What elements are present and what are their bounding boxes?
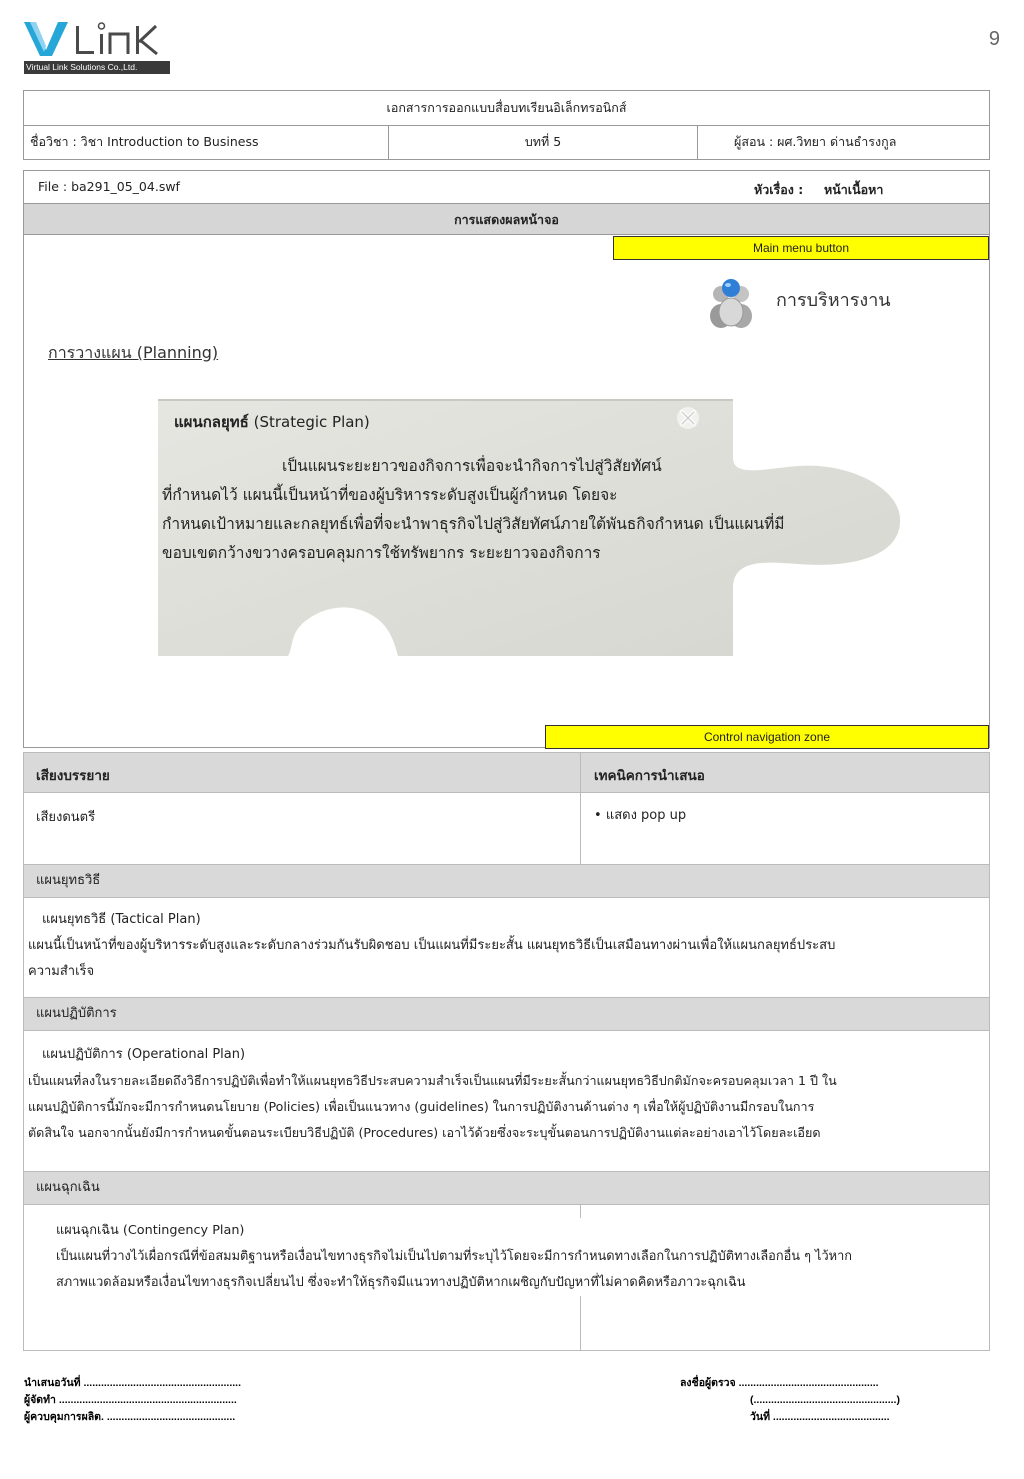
presented-date: นำเสนอวันที่ ...................................................... [24, 1377, 241, 1389]
operational-title: แผนปฏิบัติการ (Operational Plan) [42, 1047, 246, 1062]
creator: ผู้จัดทำ ............................................................. [24, 1394, 237, 1406]
tactical-plan-body [28, 933, 978, 985]
contingency-section-bar: แผนฉุกเฉิน [24, 1171, 989, 1205]
operational-line: แผนปฏิบัติการนี้มักจะมีการกำหนดนโยบาย (Policies) เพื่อเป็นแนวทาง (guidelines) ในการปฏิบัติงานด้านต่าง ๆ เพื่อให้ผู้ปฏิบัติงานมีกรอบในการ [28, 1099, 815, 1114]
table-header-row [24, 753, 989, 793]
vlink-logo-icon [24, 20, 174, 62]
tactical-section-bar: แผนยุทธวิธี [24, 864, 989, 898]
operational-plan-body [28, 1068, 983, 1146]
popup-title [174, 410, 370, 434]
instructor-name: ผู้สอน : ผศ.วิทยา ด่านธำรงกูล [734, 134, 897, 149]
production-controller: ผู้ควบคุมการผลิต. ............................................ [24, 1411, 236, 1423]
popup-title-english: (Strategic Plan) [248, 413, 370, 431]
operational-section-bar: แผนปฏิบัติการ [24, 997, 989, 1031]
technique-value: • แสดง pop up [594, 808, 687, 823]
narration-header: เสียงบรรยาย [36, 768, 110, 784]
bullet-icon: • [594, 808, 602, 823]
operational-plan-text [42, 1042, 977, 1068]
close-icon[interactable] [676, 406, 700, 430]
file-row [24, 171, 989, 203]
footer-right [680, 1375, 980, 1426]
planning-link[interactable]: การวางแผน (Planning) [48, 343, 219, 362]
column-divider [580, 753, 581, 864]
reviewer-signature: ลงชื่อผู้ตรวจ ................................................ [680, 1377, 879, 1389]
course-name: ชื่อวิชา : วิชา Introduction to Business [30, 134, 259, 149]
technique-header: เทคนิคการนำเสนอ [594, 768, 705, 784]
chapter-number: บทที่ 5 [388, 125, 698, 159]
contingency-plan-text [56, 1218, 976, 1296]
control-navigation-zone[interactable]: Control navigation zone [545, 725, 989, 749]
narration-value: เสียงดนตรี [36, 810, 96, 825]
logo-tagline: Virtual Link Solutions Co.,Ltd. [24, 61, 170, 74]
administration-label: การบริหารงาน [776, 290, 891, 311]
page-number: 9 [988, 28, 1000, 50]
popup-title-thai: แผนกลยุทธ์ [174, 413, 249, 431]
reviewer-name: (.................................................) [750, 1394, 900, 1406]
popup-line: ที่กำหนดไว้ แผนนี้เป็นหน้าที่ของผู้บริหารระดับสูงเป็นผู้กำหนด โดยจะ [162, 486, 618, 504]
topic-value: หน้าเนื้อหา [824, 182, 884, 197]
popup-line: กำหนดเป้าหมายและกลยุทธ์เพื่อที่จะนำพาธุรกิจไปสู่วิสัยทัศน์ภายใต้พันธกิจกำหนด เป็นแผนที่มี [162, 515, 785, 533]
review-date: วันที่ ........................................ [750, 1411, 890, 1423]
operational-line: เป็นแผนที่ลงในรายละเอียดถึงวิธีการปฏิบัติเพื่อทำให้แผนยุทธวิธีประสบความสำเร็จเป็นแผนที่มีระยะสั้นกว่าแผนยุทธวิธีปกติมักจะครอบคลุมเวลา 1 ปี ใน [28, 1073, 837, 1088]
file-name: File : ba291_05_04.swf [38, 179, 180, 194]
tactical-line: แผนนี้เป็นหน้าที่ของผู้บริหารระดับสูงและระดับกลางร่วมกันรับผิดชอบ เป็นแผนที่มีระยะสั้น แผนยุทธวิธีเป็นเสมือนทางผ่านเพื่อให้แผนกลยุทธ์ประสบ [28, 938, 836, 953]
tactical-title: แผนยุทธวิธี (Tactical Plan) [42, 912, 201, 927]
document-info-table [23, 90, 990, 160]
document-title: เอกสารการออกแบบสื่อบทเรียนอิเล็กทรอนิกส์ [24, 91, 989, 126]
operational-line: ตัดสินใจ นอกจากนั้นยังมีการกำหนดขั้นตอนระเบียบวิธีปฏิบัติ (Procedures) เอาไว้ด้วยซึ่งจะระบุขั้นตอนการปฏิบัติงานแต่ละอย่างเอาไว้โดยละเอียด [28, 1125, 821, 1140]
contingency-title: แผนฉุกเฉิน (Contingency Plan) [56, 1223, 245, 1238]
main-menu-button-zone[interactable]: Main menu button [613, 236, 989, 260]
tactical-line: ความสำเร็จ [28, 964, 95, 979]
topic-label: หัวเรื่อง : [754, 182, 804, 197]
footer-left [24, 1375, 344, 1426]
popup-line: เป็นแผนระยะยาวของกิจการเพื่อจะนำกิจการไปสู่วิสัยทัศน์ [282, 457, 662, 475]
popup-body [162, 452, 862, 568]
contingency-line: เป็นแผนที่วางไว้เผื่อกรณีที่ข้อสมมติฐานหรือเงื่อนไขทางธุรกิจไม่เป็นไปตามที่ระบุไว้โดยจะมีการกำหนดทางเลือกในการปฏิบัติทางเลือกอื่น ๆ ไว้หาก [56, 1249, 853, 1264]
tactical-plan-text [42, 907, 977, 933]
popup-line: ขอบเขตกว้างขวางครอบคลุมการใช้ทรัพยากร ระยะยาวจองกิจการ [162, 544, 601, 562]
display-section-title: การแสดงผลหน้าจอ [24, 203, 989, 235]
contingency-line: สภาพแวดล้อมหรือเงื่อนไขทางธุรกิจเปลี่ยนไป ซึ่งจะทำให้ธุรกิจมีแนวทางปฏิบัติหากเผชิญกับปัญหาที่ไม่คาดคิดหรือภาวะฉุกเฉิน [56, 1275, 746, 1290]
people-group-icon[interactable] [707, 272, 755, 330]
